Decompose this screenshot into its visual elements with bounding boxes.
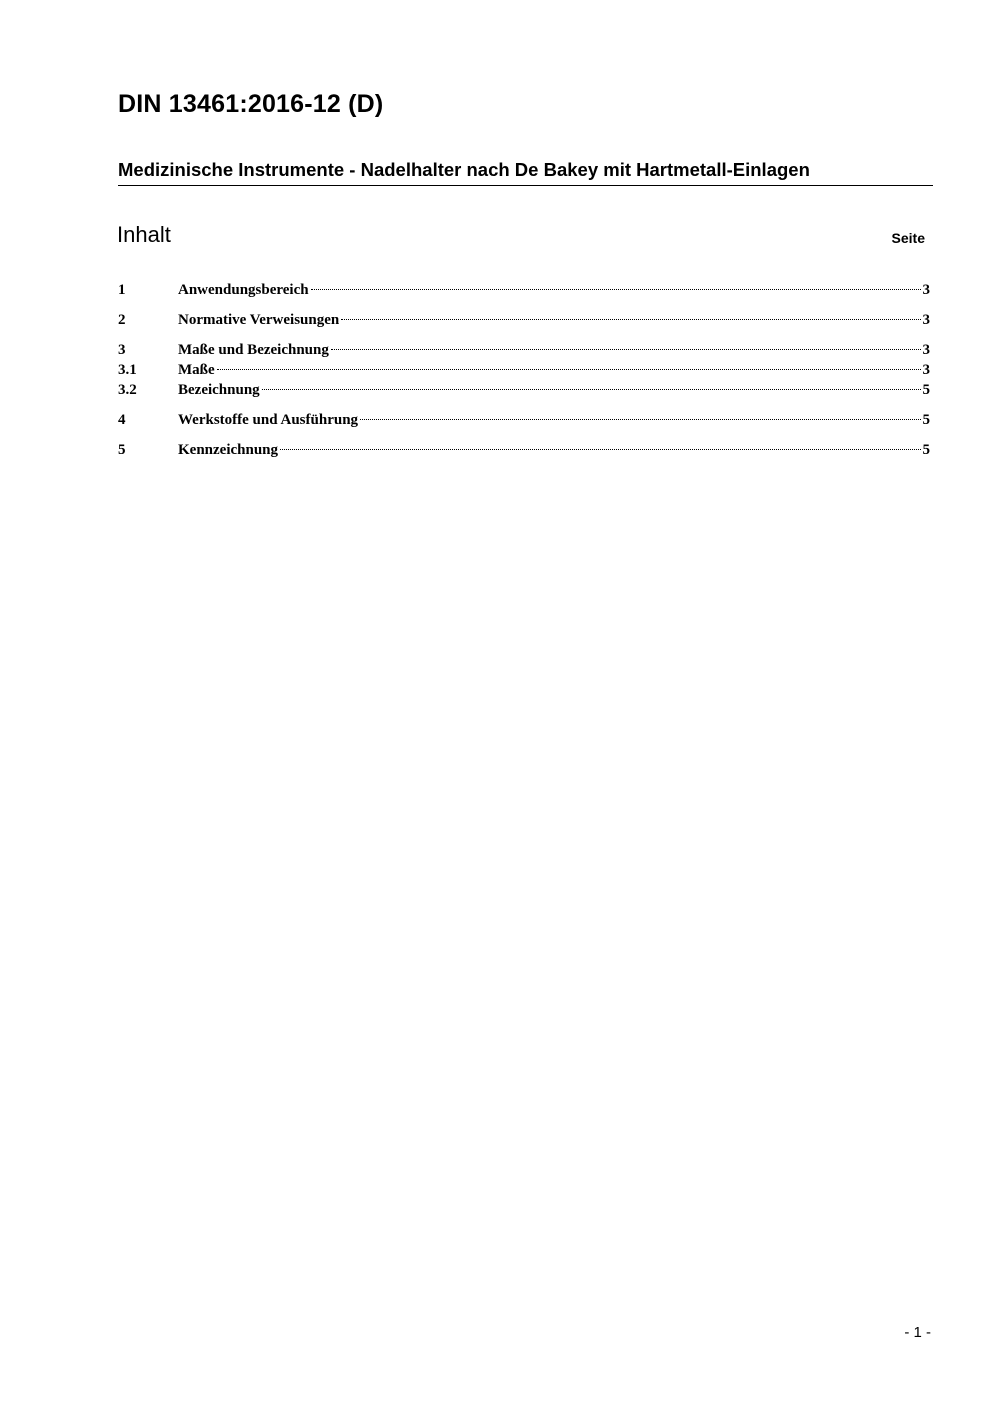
- toc-dot-leader: [360, 419, 920, 420]
- toc-entry-page: 3: [922, 362, 930, 378]
- toc-entry-page: 3: [922, 282, 930, 298]
- table-of-contents: [118, 280, 930, 460]
- toc-entry-number: 5: [118, 442, 126, 458]
- toc-entry-text: Maße und Bezeichnung: [178, 342, 329, 358]
- toc-entry-text: Werkstoffe und Ausführung: [178, 412, 359, 428]
- toc-entry-text: Anwendungsbereich: [178, 282, 309, 298]
- toc-entry-text: Kennzeichnung: [178, 442, 279, 458]
- toc-entry-page: 3: [922, 342, 930, 358]
- toc-entry-2[interactable]: [118, 310, 930, 330]
- toc-dot-leader: [331, 349, 921, 350]
- toc-dot-leader: [311, 289, 921, 290]
- document-subtitle: Medizinische Instrumente - Nadelhalter nach De Bakey mit Hartmetall-Einlagen: [118, 159, 933, 186]
- toc-entry-5[interactable]: [118, 440, 930, 460]
- toc-entry-text: Bezeichnung: [178, 382, 260, 398]
- toc-entry-number: 1: [118, 282, 126, 298]
- toc-entry-1[interactable]: [118, 280, 930, 300]
- toc-page-label: Seite: [891, 230, 925, 246]
- document-title: DIN 13461:2016-12 (D): [118, 90, 384, 118]
- toc-entry-number: 3.2: [118, 382, 137, 398]
- toc-entry-3-1[interactable]: [118, 360, 930, 380]
- toc-dot-leader: [280, 449, 920, 450]
- toc-entry-text: Normative Verweisungen: [178, 312, 340, 328]
- toc-entry-3[interactable]: [118, 340, 930, 360]
- toc-entry-4[interactable]: [118, 410, 930, 430]
- toc-entry-text: Maße: [178, 362, 215, 378]
- toc-dot-leader: [262, 389, 921, 390]
- toc-entry-page: 5: [922, 412, 930, 428]
- toc-entry-number: 3: [118, 342, 126, 358]
- toc-heading: Inhalt: [117, 222, 171, 247]
- toc-entry-3-2[interactable]: [118, 380, 930, 400]
- toc-entry-page: 5: [922, 382, 930, 398]
- toc-entry-number: 2: [118, 312, 126, 328]
- toc-entry-page: 3: [922, 312, 930, 328]
- toc-entry-number: 3.1: [118, 362, 137, 378]
- toc-dot-leader: [217, 369, 921, 370]
- toc-entry-number: 4: [118, 412, 126, 428]
- toc-dot-leader: [341, 319, 920, 320]
- page-number: - 1 -: [904, 1324, 931, 1341]
- toc-entry-page: 5: [922, 442, 930, 458]
